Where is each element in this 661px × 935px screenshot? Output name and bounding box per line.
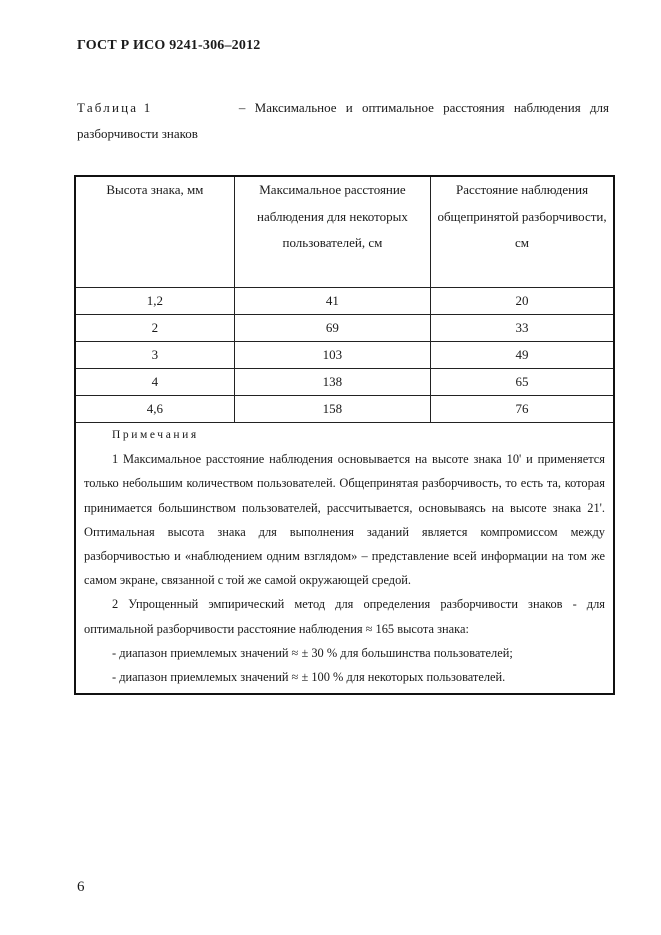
notes-row <box>75 423 614 695</box>
document-header: ГОСТ Р ИСО 9241-306–2012 <box>77 38 261 53</box>
table-cell: 65 <box>431 369 614 396</box>
note-1: 1 Максимальное расстояние наблюдения основывается на высоте знака 10' и применяется только небольшим количеством пользователей. Общепринятая разборчивость, то есть та, которая принимается большинством пользователей, рассчитывается, основываясь на высоте знака 21'. Оптимальная высота знака для выполнения заданий является компромиссом между разборчивостью и «наблюдением одним взглядом» – представление всей информации на том же самом экране, связанной с той же самой окружающей средой. <box>84 452 605 588</box>
table-cell: 41 <box>234 288 430 315</box>
caption-title-line-2: разборчивости знаков <box>77 126 198 141</box>
table-cell: 49 <box>431 342 614 369</box>
table-cell: 69 <box>234 315 430 342</box>
notes-cell <box>75 423 614 695</box>
table-row <box>75 396 614 423</box>
page-number: 6 <box>77 879 85 895</box>
table-row <box>75 288 614 315</box>
note-bullet-2: - диапазон приемлемых значений ≈ ± 100 % для некоторых пользователей. <box>112 670 506 685</box>
data-table-container <box>74 175 615 695</box>
table-cell: 3 <box>75 342 234 369</box>
table-caption <box>77 95 609 147</box>
notes-title: Примечания <box>112 429 199 441</box>
table-cell: 33 <box>431 315 614 342</box>
table-cell: 138 <box>234 369 430 396</box>
note-2: 2 Упрощенный эмпирический метод для определения разборчивости знаков - для оптимальной разборчивости расстояние наблюдения ≈ 165 высота знака: <box>84 597 605 636</box>
viewing-distance-table <box>74 175 615 695</box>
table-cell: 2 <box>75 315 234 342</box>
note-bullet-1: - диапазон приемлемых значений ≈ ± 30 % для большинства пользователей; <box>112 645 513 660</box>
caption-title-line-1: – Максимальное и оптимальное расстояния наблюдения для <box>238 100 609 115</box>
table-cell: 4,6 <box>75 396 234 423</box>
table-cell: 4 <box>75 369 234 396</box>
table-row <box>75 315 614 342</box>
caption-line-1 <box>77 95 609 121</box>
table-cell: 103 <box>234 342 430 369</box>
table-header-row <box>75 176 614 288</box>
column-header: Максимальное расстояние наблюдения для некоторых пользователей, см <box>234 176 430 288</box>
table-cell: 76 <box>431 396 614 423</box>
table-cell: 20 <box>431 288 614 315</box>
column-header: Высота знака, мм <box>75 176 234 288</box>
caption-label: Таблица 1 <box>77 100 153 115</box>
column-header: Расстояние наблюдения общепринятой разборчивости, см <box>431 176 614 288</box>
table-row <box>75 342 614 369</box>
table-row <box>75 369 614 396</box>
table-cell: 158 <box>234 396 430 423</box>
table-cell: 1,2 <box>75 288 234 315</box>
